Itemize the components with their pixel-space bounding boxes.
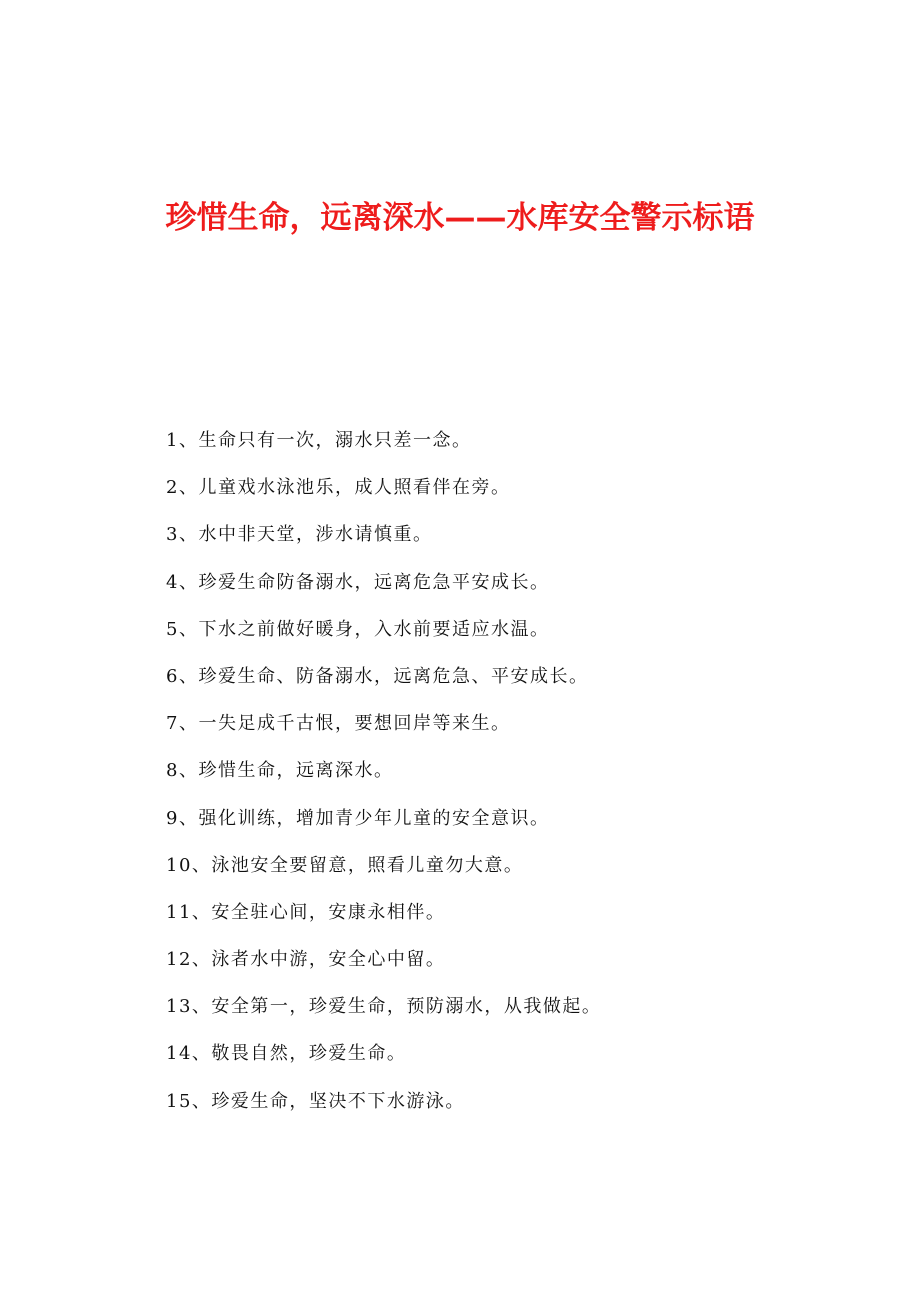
- list-item: 7、一失足成千古恨，要想回岸等来生。: [166, 713, 511, 735]
- slogan-list: [166, 428, 866, 1136]
- list-item: 13、安全第一，珍爱生命，预防溺水，从我做起。: [166, 996, 602, 1018]
- list-item: 1、生命只有一次，溺水只差一念。: [166, 430, 472, 451]
- list-item: 11、安全驻心间，安康永相伴。: [166, 901, 446, 923]
- list-item: 2、儿童戏水泳池乐，成人照看伴在旁。: [166, 477, 511, 499]
- list-item: 9、强化训练，增加青少年儿童的安全意识。: [166, 807, 550, 829]
- document-title: 珍惜生命，远离深水——水库安全警示标语: [165, 200, 755, 236]
- list-item: 8、珍惜生命，远离深水。: [166, 760, 394, 782]
- list-item: 6、珍爱生命、防备溺水，远离危急、平安成长。: [166, 665, 589, 687]
- list-item: 10、泳池安全要留意，照看儿童勿大意。: [166, 854, 524, 876]
- list-item: 5、下水之前做好暖身，入水前要适应水温。: [166, 618, 550, 640]
- list-item: 4、珍爱生命防备溺水，远离危急平安成长。: [166, 571, 550, 593]
- list-item: 15、珍爱生命，坚决不下水游泳。: [166, 1090, 465, 1112]
- list-item: 14、敬畏自然，珍爱生命。: [166, 1043, 407, 1065]
- list-item: 12、泳者水中游，安全心中留。: [166, 949, 446, 971]
- list-item: 3、水中非天堂，涉水请慎重。: [166, 524, 433, 546]
